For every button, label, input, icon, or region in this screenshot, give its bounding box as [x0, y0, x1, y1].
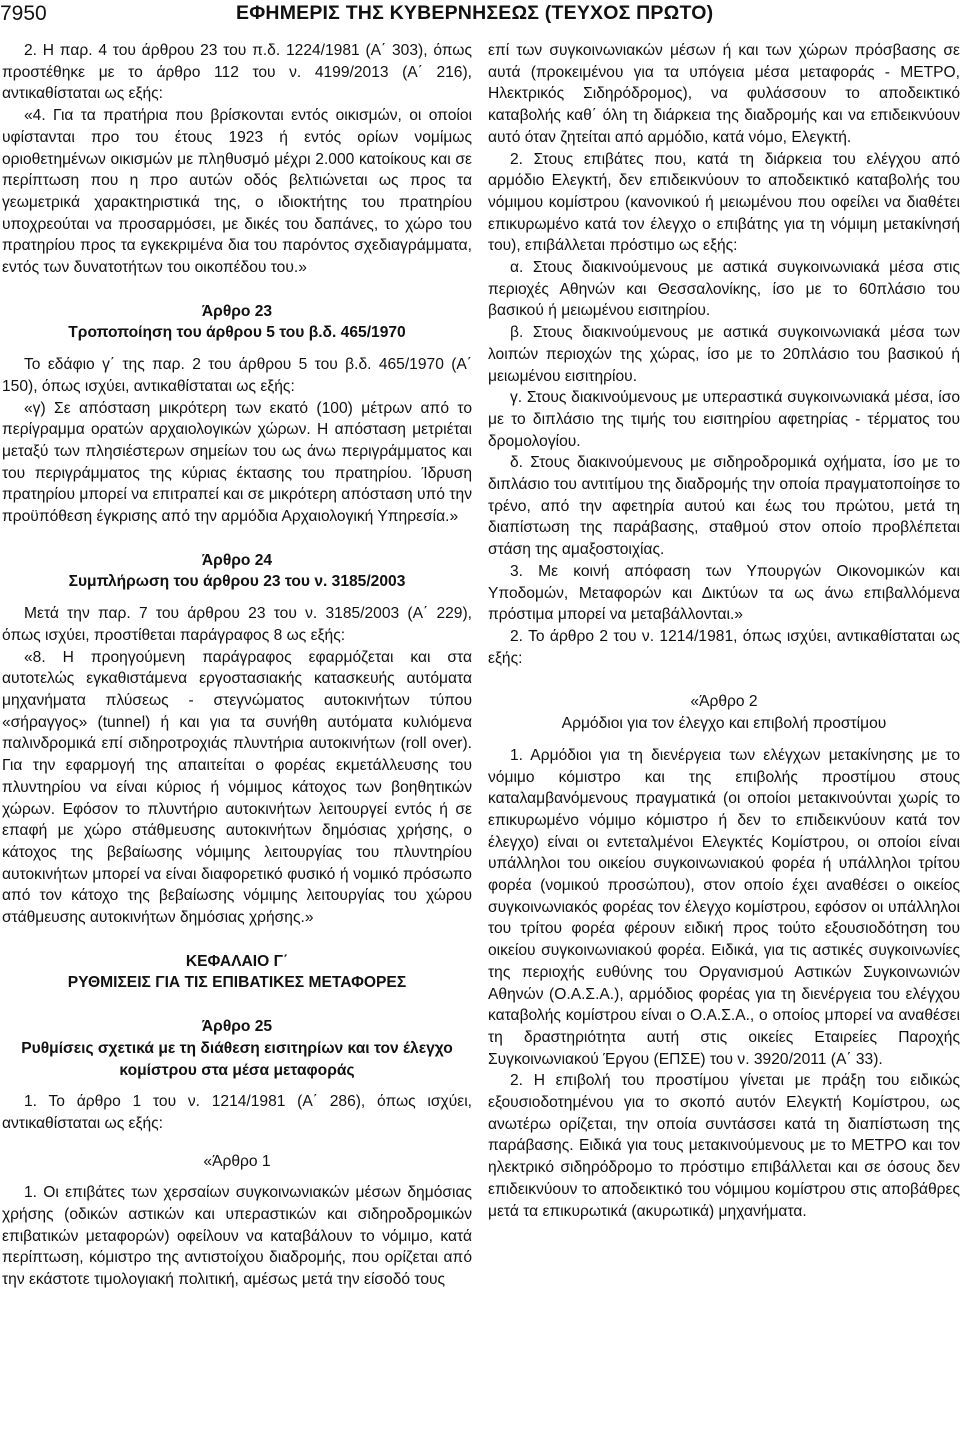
quoted-article-1-title: «Άρθρο 1 — [203, 1152, 271, 1170]
quoted-article-2-title: «Άρθρο 2 — [690, 693, 758, 711]
paragraph: α. Στους διακινούμενους με αστικά συγκοινωνιακά μέσα στις περιοχές Αθηνών και Θεσσαλονίκης, ίσο με το 60πλάσιο του βασικού ή μειωμένου εισιτηρίου. — [488, 259, 960, 320]
paragraph: «8. Η προηγούμενη παράγραφος εφαρμόζεται και στα αυτοτελώς εγκαθιστάμενα εργοστασιακής κατασκευής αυτόματα μηχανήματα πλύσεως - στεγνώματος αυτοκινήτων τύπου «σήραγγος» (tunnel) ή και για τα συνήθη αυτόματα κυλιόμενα παλινδρομικά επί σιδηροτροχιάς πλυντήρια αυτοκινήτων (roll over). Για την εφαρμογή της απαιτείται ο φορέας εκμετάλλευσης του πλυντηρίου να είναι κύριος ή νόμιμος κάτοχος των βοηθητικών χώρων. Εφόσον το πλυντήριο αυτοκινήτων λειτουργεί εντός ή σε επαφή με χώρο στάθμευσης αυτοκινήτων δημόσιας χρήσης, ο κάτοχος της βεβαίωσης νόμιμης λειτουργίας του πλυντηρίου αυτοκινήτων μπορεί να είναι διαφορετικό φυσικό ή νομικό πρόσωπο από τον κάτοχο της βεβαίωσης νόμιμης λειτουργίας του χώρου στάθμευσης αυτοκινήτων δημόσιας χρήσης.» — [2, 648, 472, 927]
paragraph: 1. Οι επιβάτες των χερσαίων συγκοινωνιακών μέσων δημόσιας χρήσης (οδικών αστικών και υπεραστικών και σιδηροδρομικών επιβατικών μεταφορών) οφείλουν να καταβάλουν το νόμιμο, κατά περίπτωση, κόμιστρο της αντιστοίχου διαδρομής, που ορίζεται από την εκάστοτε τιμολογιακή πολιτική, αμέσως μετά την είσοδό τους — [2, 1184, 472, 1289]
paragraph: 3. Με κοινή απόφαση των Υπουργών Οικονομικών και Υποδομών, Μεταφορών και Δικτύων τα ως άνω επιβαλλόμενα πρόστιμα μπορεί να μεταβάλλονται.» — [488, 562, 960, 624]
chapter-label: ΚΕΦΑΛΑΙΟ Γ΄ — [185, 952, 289, 970]
paragraph: 1. Το άρθρο 1 του ν. 1214/1981 (Α΄ 286), όπως ισχύει, αντικαθίσταται ως εξής: — [2, 1093, 472, 1132]
article-25-subtitle: Ρυθμίσεις σχετικά με τη διάθεση εισιτηρίων και τον έλεγχο κομίστρου στα μέσα μεταφοράς — [21, 1039, 453, 1079]
paragraph: «γ) Σε απόσταση μικρότερη των εκατό (100) μέτρων από το περίγραμμα ορατών αρχαιολογικών χώρων. Η απόσταση μετριέται μεταξύ των πλησιέστερων σημείων του ως άνω περιγράμματος και του περιγράμματος της κύριας έκτασης του πρατηρίου. Ίδρυση πρατηρίου μπορεί να επιτραπεί και σε μικρότερη απόσταση υπό την προϋπόθεση έγκρισης από την αρμόδια Αρχαιολογική Υπηρεσία.» — [2, 399, 472, 526]
chapter-title: ΡΥΘΜΙΣΕΙΣ ΓΙΑ ΤΙΣ ΕΠΙΒΑΤΙΚΕΣ ΜΕΤΑΦΟΡΕΣ — [67, 974, 407, 992]
paragraph: Το εδάφιο γ΄ της παρ. 2 του άρθρου 5 του β.δ. 465/1970 (Α΄ 150), όπως ισχύει, αντικαθίσταται ως εξής: — [2, 356, 472, 395]
article-24-title: Άρθρο 24 — [201, 551, 273, 569]
paragraph: δ. Στους διακινούμενους με σιδηροδρομικά οχήματα, ίσο με το διπλάσιο του αντιτίμου της διαδρομής την οποία πραγματοποίησε το τρένο, από την αφετηρία αυτού και έως του πρώτου, μετά τη διαπίστωση της παράβασης, σταθμού στον οποίο προβλέπεται στάση της αμαξοστοιχίας. — [488, 454, 960, 559]
left-column — [2, 40, 472, 1291]
paragraph: «4. Για τα πρατήρια που βρίσκονται εντός οικισμών, οι οποίοι υφίστανται προ του έτους 1923 ή εντός ορίων νομίμως οριοθετημένων οικισμών με πληθυσμό μέχρι 2.000 κατοίκους και σε περίπτωση που η προ αυτών οδός βελτιώνεται ως προς τα γεωμετρικά χαρακτηριστικά της, ο ιδιοκτήτης του πρατηρίου υποχρεούται να προσαρμόσει, με δικές του δαπάνες, το χώρο του πρατηρίου προς τα εγκεκριμένα δια του παρόντος σχεδιαγράμματα, εντός των δυνατοτήτων του οικοπέδου του.» — [2, 107, 472, 277]
page-header — [0, 0, 960, 32]
article-23-title: Άρθρο 23 — [201, 302, 273, 320]
article-25-title: Άρθρο 25 — [201, 1018, 273, 1036]
paragraph: γ. Στους διακινούμενους με υπεραστικά συγκοινωνιακά μέσα, ίσο με το διπλάσιο της τιμής του εισιτηρίου αφετηρίας - τέρματος του δρομολογίου. — [488, 389, 960, 450]
paragraph: 2. Η επιβολή του προστίμου γίνεται με πράξη του ειδικώς εξουσιοδοτημένου για το σκοπό αυτόν Ελεγκτή Κομίστρου, ως ανωτέρω ορίζεται, την οποία συντάσσει κατά τη διαπίστωση της παράβασης. Ειδικά για τους μετακινούμενους με το ΜΕΤΡΟ και τον ηλεκτρικό σιδηρόδρομο το πρόστιμο επιβάλλεται και σε όσους δεν επιδεικνύουν το αποδεικτικό του νόμιμου κομίστρου στις αποβάθρες μετά τα επικυρωτικά (ακυρωτικά) μηχανήματα. — [488, 1072, 960, 1220]
gazette-title: ΕΦΗΜΕΡΙΣ ΤΗΣ ΚΥΒΕΡΝΗΣΕΩΣ (ΤΕΥΧΟΣ ΠΡΩΤΟ) — [236, 2, 714, 24]
paragraph: 2. Η παρ. 4 του άρθρου 23 του π.δ. 1224/1981 (Α΄ 303), όπως προστέθηκε με το άρθρο 112 του ν. 4199/2013 (Α΄ 216), αντικαθίσταται ως εξής: — [2, 42, 472, 103]
article-24-subtitle: Συμπλήρωση του άρθρου 23 του ν. 3185/2003 — [68, 573, 406, 591]
right-column — [488, 40, 960, 1222]
paragraph: β. Στους διακινούμενους με αστικά συγκοινωνιακά μέσα των λοιπών περιοχών της χώρας, ίσο με το 20πλάσιο του βασικού ή μειωμένου εισιτηρίου. — [488, 324, 960, 385]
page-number: 7950 — [0, 2, 47, 25]
paragraph: 1. Αρμόδιοι για τη διενέργεια των ελέγχων μετακίνησης με το νόμιμο κόμιστρο και της επιβολής προστίμου στους καταλαμβανόμενους πραγματικά (οι οποίοι μετακινούνται χωρίς το επικυρωμένο νόμιμο κόμιστρο ή δεν το επιδεικνύουν κατά τον έλεγχο) είναι οι εντεταλμένοι Ελεγκτές Κομίστρου, οι οποίοι είναι υπάλληλοι του οικείου συγκοινωνιακού φορέα ή υπάλληλοι τρίτου φορέα (νομικού προσώπου), στον οποίο έχει αναθέσει ο οικείος συγκοινωνιακός φορέας τον έλεγχο κομίστρου, εφόσον οι υπάλληλοι του τρίτου φορέα φέρουν ειδική προς τούτο εξουσιοδότηση του οικείου συγκοινωνιακού φορέα. Ειδικά, για τις αστικές συγκοινωνίες της περιοχής ευθύνης του Οργανισμού Αστικών Συγκοινωνιών Αθηνών (Ο.Α.Σ.Α.), αρμόδιος φορέας για τη διενέργεια του ελέγχου καταβολής κομίστρου είναι ο Ο.Α.Σ.Α., ο οποίος μπορεί να αναθέσει τη δραστηριότητα αυτή στις οικείες Εταιρείες Παροχής Συγκοινωνιακού Έργου (ΕΠΣΕ) του ν. 3920/2011 (Α΄ 33). — [488, 746, 960, 1068]
paragraph: 2. Στους επιβάτες που, κατά τη διάρκεια του ελέγχου από αρμόδιο Ελεγκτή, δεν επιδεικνύουν το αποδεικτικό καταβολής του νόμιμου κομίστρου (κανονικού ή μειωμένου που οφείλει να διαθέτει επικυρωμένο κατά τον έλεγχο ο επιβάτης για τη νόμιμη μετακίνησή του), επιβάλλεται πρόστιμο ως εξής: — [488, 150, 960, 255]
paragraph: Μετά την παρ. 7 του άρθρου 23 του ν. 3185/2003 (Α΄ 229), όπως ισχύει, προστίθεται παράγραφος 8 ως εξής: — [2, 605, 472, 644]
quoted-article-2-subtitle: Αρμόδιοι για τον έλεγχο και επιβολή προστίμου — [561, 715, 887, 733]
paragraph: 2. Το άρθρο 2 του ν. 1214/1981, όπως ισχύει, αντικαθίσταται ως εξής: — [488, 627, 960, 667]
article-23-subtitle: Τροποποίηση του άρθρου 5 του β.δ. 465/1970 — [68, 324, 406, 342]
paragraph: επί των συγκοινωνιακών μέσων ή και των χώρων πρόσβασης σε αυτά (προκειμένου για τα υπόγεια μέσα μεταφοράς - ΜΕΤΡΟ, Ηλεκτρικός Σιδηρόδρομος), να φυλάσσουν το αποδεικτικό καταβολής καθ΄ όλη τη διάρκεια της διαδρομής και να επιδεικνύουν αυτό όταν ζητείται από αρμόδιο, κατά νόμο, Ελεγκτή. — [488, 42, 960, 146]
